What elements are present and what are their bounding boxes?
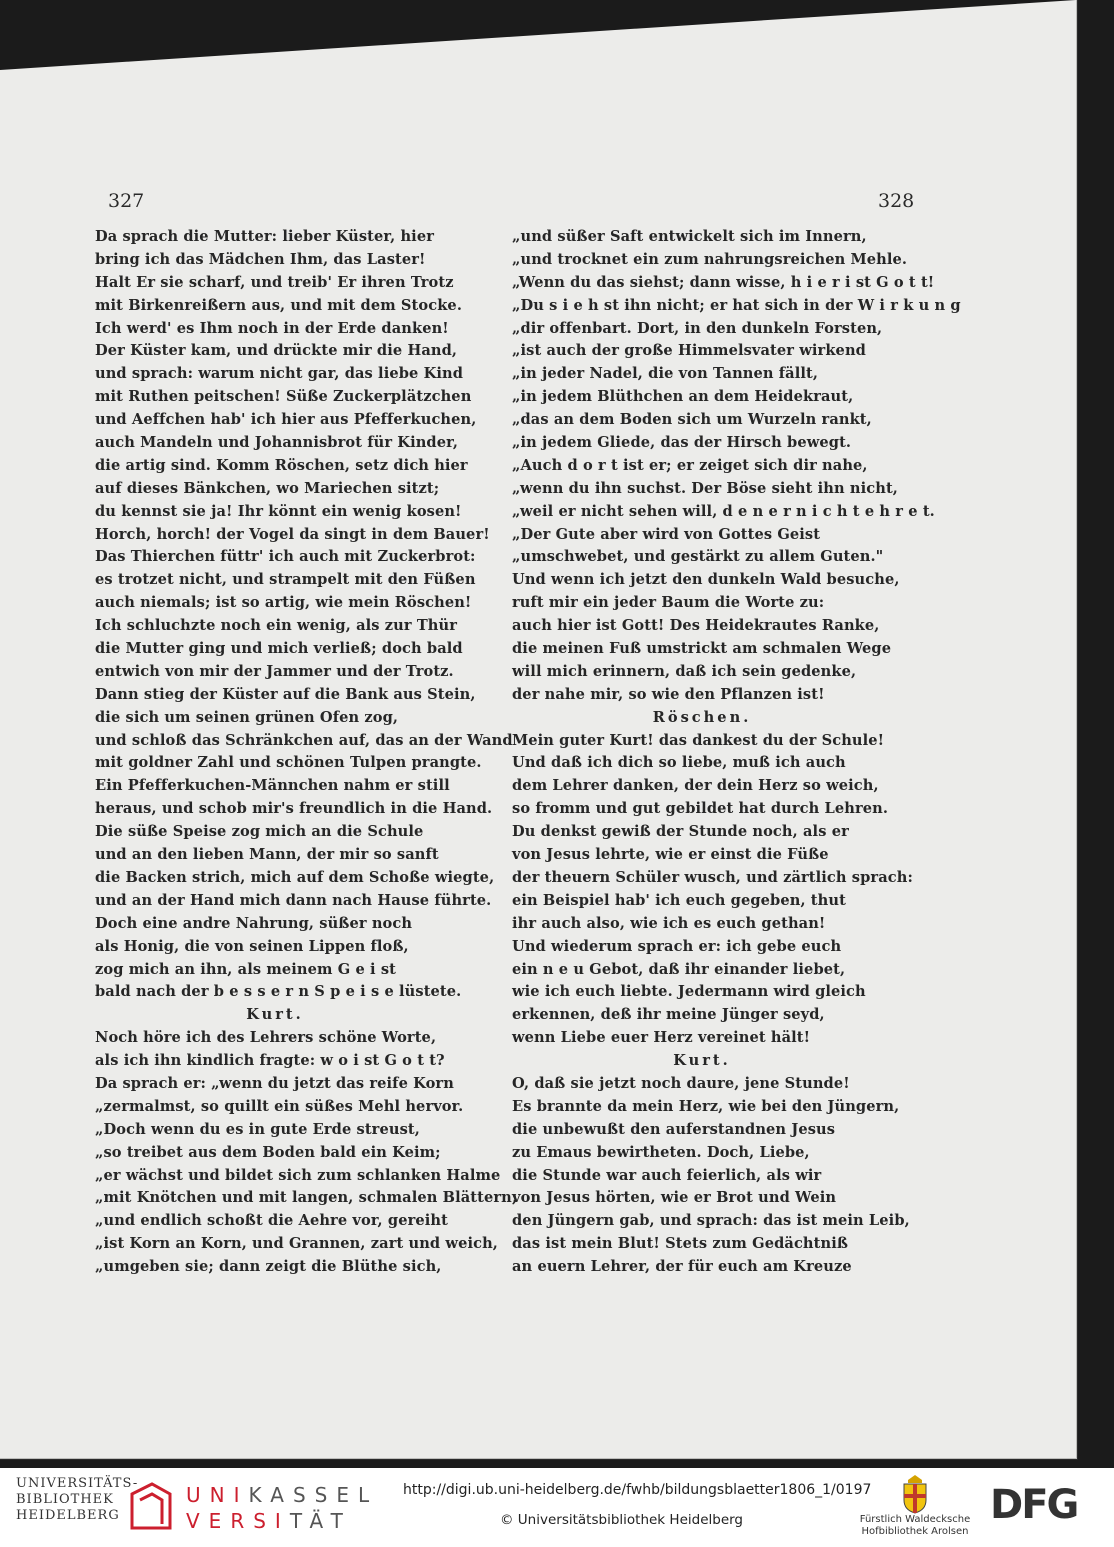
text-line: „ist auch der große Himmelsvater wirkend <box>512 342 866 360</box>
text-line: entwich von mir der Jammer und der Trotz. <box>95 662 454 680</box>
text-line: heraus, und schob mir's freundlich in die Hand. <box>95 800 493 818</box>
ub-line: BIBLIOTHEK <box>16 1492 114 1507</box>
text-line: „mit Knötchen und mit langen, schmalen Blättern; <box>95 1189 518 1207</box>
speaker-heading: Kurt. <box>246 1006 304 1024</box>
left-text-column <box>95 226 518 1279</box>
text-line: „wenn du ihn suchst. Der Böse sieht ihn nicht, <box>512 479 898 497</box>
kassel-versi: VERSI <box>186 1509 290 1533</box>
text-line: und Aeffchen hab' ich hier aus Pfefferkuchen, <box>95 411 477 429</box>
text-line: Und daß ich dich so liebe, muß ich auch <box>512 754 846 772</box>
text-line: so fromm und gut gebildet hat durch Lehren. <box>512 800 889 818</box>
text-line: Ein Pfefferkuchen-Männchen nahm er still <box>95 777 450 795</box>
text-line: „dir offenbart. Dort, in den dunkeln Forsten, <box>512 319 883 337</box>
waldeck-crest-icon <box>900 1474 930 1514</box>
text-line: Es brannte da mein Herz, wie bei den Jüngern, <box>512 1097 900 1115</box>
text-line: Ich schluchzte noch ein wenig, als zur Thür <box>95 617 458 635</box>
text-line: „und trocknet ein zum nahrungsreichen Mehle. <box>512 250 908 268</box>
text-line: ein Beispiel hab' ich euch gegeben, thut <box>512 891 846 909</box>
text-line: Mein guter Kurt! das dankest du der Schule! <box>512 731 885 749</box>
text-line: „in jedem Blüthchen an dem Heidekraut, <box>512 388 854 406</box>
kassel-tat: TÄT <box>289 1509 352 1533</box>
text-line: O, daß sie jetzt noch daure, jene Stunde! <box>512 1074 850 1092</box>
copyright-notice: © Universitätsbibliothek Heidelberg <box>500 1512 744 1528</box>
text-line: dem Lehrer danken, der dein Herz so weich, <box>512 777 879 795</box>
text-line: als ich ihn kindlich fragte: w o i st G o t t? <box>95 1052 445 1070</box>
text-line: „in jedem Gliede, das der Hirsch bewegt. <box>512 434 852 452</box>
text-line: die Backen strich, mich auf dem Schoße wiegte, <box>95 868 495 886</box>
text-line: mit Ruthen peitschen! Süße Zuckerplätzchen <box>95 388 472 406</box>
text-line: „weil er nicht sehen will, d e n e r n i c h t e h r e t. <box>512 502 935 520</box>
text-line: zu Emaus bewirtheten. Doch, Liebe, <box>512 1143 810 1161</box>
text-line: bring ich das Mädchen Ihm, das Laster! <box>95 250 426 268</box>
text-line: auch hier ist Gott! Des Heidekrautes Ranke, <box>512 617 880 635</box>
ub-heidelberg-mark-icon <box>128 1480 174 1532</box>
text-line: will mich erinnern, daß ich sein gedenke, <box>512 662 857 680</box>
text-line: Ich werd' es Ihm noch in der Erde danken! <box>95 319 449 337</box>
text-line: „zermalmst, so quillt ein süßes Mehl hervor. <box>95 1097 464 1115</box>
speaker-heading: Röschen. <box>652 708 752 726</box>
text-line: du kennst sie ja! Ihr könnt ein wenig kosen! <box>95 502 462 520</box>
arolsen-line: Fürstlich Waldecksche <box>859 1514 971 1525</box>
text-line: ruft mir ein jeder Baum die Worte zu: <box>512 594 825 612</box>
text-line: auf dieses Bänkchen, wo Mariechen sitzt; <box>95 479 440 497</box>
text-line: die Mutter ging und mich verließ; doch bald <box>95 640 463 658</box>
text-line: zog mich an ihn, als meinem G e i st <box>95 960 397 978</box>
text-line: die artig sind. Komm Röschen, setz dich hier <box>95 456 468 474</box>
text-line: mit Birkenreißern aus, und mit dem Stocke. <box>95 296 462 314</box>
text-line: von Jesus hörten, wie er Brot und Wein <box>512 1189 837 1207</box>
text-line: und an den lieben Mann, der mir so sanft <box>95 846 439 864</box>
text-line: Da sprach er: „wenn du jetzt das reife Korn <box>95 1074 454 1092</box>
text-line: Und wiederum sprach er: ich gebe euch <box>512 937 842 955</box>
left-page-number: 327 <box>108 190 145 212</box>
text-line: mit goldner Zahl und schönen Tulpen prangte. <box>95 754 482 772</box>
text-line: auch Mandeln und Johannisbrot für Kinder, <box>95 434 459 452</box>
text-line: „und süßer Saft entwickelt sich im Innern, <box>512 228 867 245</box>
text-line: „Du s i e h st ihn nicht; er hat sich in der W i r k u n g <box>512 296 961 314</box>
text-line: Du denkst gewiß der Stunde noch, als er <box>512 823 849 841</box>
arolsen-logo <box>855 1474 975 1544</box>
text-line: das ist mein Blut! Stets zum Gedächtniß <box>512 1235 849 1253</box>
text-line: der theuern Schüler wusch, und zärtlich sprach: <box>512 868 913 886</box>
ub-heidelberg-logo <box>16 1476 176 1536</box>
text-line: Das Thierchen füttr' ich auch mit Zuckerbrot: <box>95 548 476 566</box>
text-line: „Doch wenn du es in gute Erde streust, <box>95 1120 420 1138</box>
text-line: die meinen Fuß umstrickt am schmalen Wege <box>512 640 892 658</box>
text-line: ein n e u Gebot, daß ihr einander liebet, <box>512 960 846 978</box>
text-line: auch niemals; ist so artig, wie mein Röschen! <box>95 594 472 612</box>
ub-line: HEIDELBERG <box>16 1508 120 1523</box>
text-line: der nahe mir, so wie den Pflanzen ist! <box>512 685 825 703</box>
text-line: Horch, horch! der Vogel da singt in dem Bauer! <box>95 525 490 543</box>
speaker-heading: Kurt. <box>673 1052 731 1070</box>
text-line: „in jeder Nadel, die von Tannen fällt, <box>512 365 819 383</box>
text-line: die sich um seinen grünen Ofen zog, <box>95 708 399 726</box>
text-line: und sprach: warum nicht gar, das liebe Kind <box>95 365 464 383</box>
text-line: „und endlich schoßt die Aehre vor, gereiht <box>95 1212 448 1230</box>
text-line: „Der Gute aber wird von Gottes Geist <box>512 525 821 543</box>
text-line: als Honig, die von seinen Lippen floß, <box>95 937 409 955</box>
text-line: „Auch d o r t ist er; er zeiget sich dir nahe, <box>512 456 868 474</box>
text-line: „Wenn du das siehst; dann wisse, h i e r i st G o t t! <box>512 273 935 291</box>
text-line: von Jesus lehrte, wie er einst die Füße <box>512 846 829 864</box>
arolsen-text <box>855 1514 975 1538</box>
text-line: Der Küster kam, und drückte mir die Hand, <box>95 342 458 360</box>
text-line: ihr auch also, wie ich es euch gethan! <box>512 914 826 932</box>
text-line: wie ich euch liebte. Jedermann wird gleich <box>512 983 866 1001</box>
text-line: es trotzet nicht, und strampelt mit den Füßen <box>95 571 476 589</box>
kassel-line-bottom <box>186 1508 378 1534</box>
kassel-line-top <box>186 1482 378 1508</box>
text-line: Noch höre ich des Lehrers schöne Worte, <box>95 1029 437 1047</box>
text-line: wenn Liebe euer Herz vereinet hält! <box>512 1029 811 1047</box>
text-line: bald nach der b e s s e r n S p e i s e lüstete. <box>95 983 462 1001</box>
text-line: Die süße Speise zog mich an die Schule <box>95 823 424 841</box>
kassel-uni: UNI <box>186 1483 249 1507</box>
text-line: erkennen, deß ihr meine Jünger seyd, <box>512 1006 825 1024</box>
text-line: Dann stieg der Küster auf die Bank aus Stein, <box>95 685 476 703</box>
right-text-column <box>512 226 961 1279</box>
footer-banner <box>0 1468 1114 1547</box>
text-line: den Jüngern gab, und sprach: das ist mein Leib, <box>512 1212 910 1230</box>
permalink-url[interactable]: http://digi.ub.uni-heidelberg.de/fwhb/bildungsblaetter1806_1/0197 <box>403 1482 872 1498</box>
text-line: Und wenn ich jetzt den dunkeln Wald besuche, <box>512 571 900 589</box>
text-line: und schloß das Schränkchen auf, das an der Wand <box>95 731 513 749</box>
text-line: „umschwebet, und gestärkt zu allem Guten." <box>512 548 884 566</box>
text-line: und an der Hand mich dann nach Hause führte. <box>95 891 492 909</box>
uni-kassel-logo <box>186 1482 378 1534</box>
text-line: Doch eine andre Nahrung, süßer noch <box>95 914 413 932</box>
text-line: „so treibet aus dem Boden bald ein Keim; <box>95 1143 441 1161</box>
ub-heidelberg-text <box>16 1476 138 1524</box>
ub-line: UNIVERSITÄTS- <box>16 1476 139 1491</box>
text-line: Da sprach die Mutter: lieber Küster, hier <box>95 228 434 245</box>
dfg-logo: DFG <box>990 1482 1078 1528</box>
text-line: an euern Lehrer, der für euch am Kreuze <box>512 1258 852 1276</box>
arolsen-line: Hofbibliothek Arolsen <box>861 1526 969 1537</box>
text-line: „er wächst und bildet sich zum schlanken Halme <box>95 1166 501 1184</box>
text-line: „umgeben sie; dann zeigt die Blüthe sich, <box>95 1258 442 1276</box>
text-line: die unbewußt den auferstandnen Jesus <box>512 1120 836 1138</box>
text-line: „ist Korn an Korn, und Grannen, zart und weich, <box>95 1235 498 1253</box>
scan-corner-shadow <box>0 0 1076 70</box>
right-page-number: 328 <box>878 190 915 212</box>
text-line: „das an dem Boden sich um Wurzeln rankt, <box>512 411 872 429</box>
text-line: die Stunde war auch feierlich, als wir <box>512 1166 822 1184</box>
text-line: Halt Er sie scharf, und treib' Er ihren Trotz <box>95 273 454 291</box>
kassel-kassel: KASSEL <box>248 1483 379 1507</box>
